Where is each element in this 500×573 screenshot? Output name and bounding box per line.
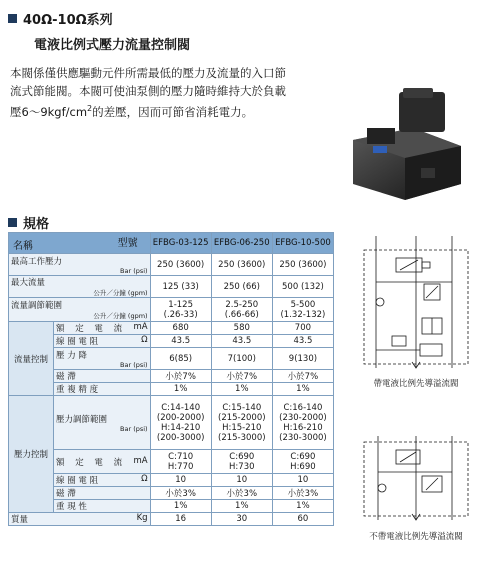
product-title: 電液比例式壓力流量控制閥	[34, 38, 191, 53]
hydraulic-circuit-diagram-without-proportional-pilot	[356, 432, 476, 524]
table-row: 流量調節範圍 公升／分鐘 (gpm) 1-125 (.26-33) 2.5-250 (.66-66) 5-500 (1.32-132)	[9, 298, 334, 322]
table-row: 最大流量 公升／分鐘 (gpm) 125 (33) 250 (66) 500 (132)	[9, 276, 334, 298]
diagram-caption: 不帶電液比例先導溢流閥	[369, 532, 463, 542]
spec-table	[8, 232, 334, 526]
table-row: 額 定 電 流 mA C:710 H:770 C:690 H:730 C:690 H:690	[9, 450, 334, 474]
spec-section-heading: 規格	[8, 212, 49, 232]
header	[8, 8, 190, 53]
table-row: 壓 力 降 Bar (psi) 6(85) 7(100) 9(130)	[9, 348, 334, 370]
table-row: 重 複 精 度 1% 1% 1%	[9, 383, 334, 396]
bullet-square-icon	[8, 14, 17, 23]
table-row: 流量控制 額 定 電 流 mA 680 580 700	[9, 322, 334, 335]
table-row: 最高工作壓力 Bar (psi) 250 (3600) 250 (3600) 250 (3600)	[9, 254, 334, 276]
diagram-caption: 帶電液比例先導溢流閥	[373, 379, 459, 389]
table-row: 磁 滯 小於3% 小於3% 小於3%	[9, 487, 334, 500]
table-row: 重 現 性 1% 1% 1%	[9, 500, 334, 513]
valve-photo	[343, 88, 473, 206]
table-row: 壓力控制 壓力調節範圍 Bar (psi) C:14-140 (200-2000) H:14-210 (200-3000) C:15-140 (215-2000) H:15-210 (215-3000) C:16-140 (230-2000) H:16-210 (230-3000)	[9, 396, 334, 450]
product-description: 本閥係僅供應驅動元件所需最低的壓力及流量的入口節 流式節能閥。本閥可使油泵側的壓力隨時維持大於負載 壓$6\sim 9kgf/cm^2$的差壓，因而可節省消耗電力。	[10, 66, 286, 119]
table-row: 線 圈 電 阻 Ω 10 10 10	[9, 474, 334, 487]
hydraulic-circuit-diagram-with-proportional-pilot	[356, 232, 476, 370]
table-row: 磁 滯 小於7% 小於7% 小於7%	[9, 370, 334, 383]
table-row: 質量 Kg 16 30 60	[9, 513, 334, 526]
series-title: 40Ω-10Ω系列	[23, 13, 113, 28]
bullet-square-icon	[8, 218, 17, 227]
table-row: 線 圈 電 阻 Ω 43.5 43.5 43.5	[9, 335, 334, 348]
table-header-row: 名稱 型號 EFBG-03-125 EFBG-06-250 EFBG-10-500	[9, 233, 334, 254]
